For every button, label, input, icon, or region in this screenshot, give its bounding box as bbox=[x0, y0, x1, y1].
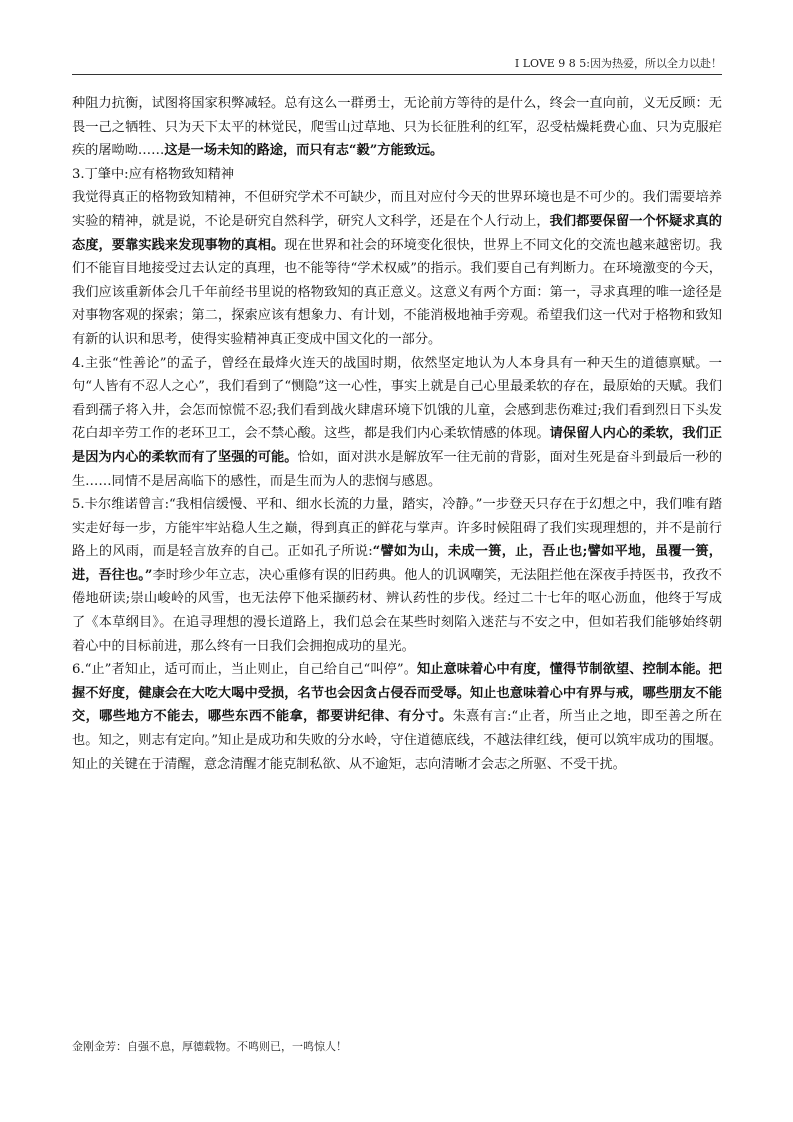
paragraph-5-text-1: 5.卡尔维诺曾言:“我相信缓慢、平和、细水长流的力量，踏实，冷静。”一步登天只存在于幻想之中，我们唯有踏实走好每一步，方能牢牢站稳人生之巅，得到真正的鲜花与掌声。许多时候阻碍了我们实现理想的，并不是前行路上的风雨，而是轻言放弃的自己。正如孔子所说: bbox=[72, 497, 722, 560]
paragraph-5 bbox=[72, 493, 722, 658]
paragraph-6-emphasis-1: 知止意味着心中有度，懂得节制欲望、控制本能。把握不好度，健康会在大吃大喝中受损，名节也会因贪占侵吞而受辱。知止也意味着心中有界与戒，哪些朋友不能交，哪些地方不能去，哪些东西不能拿，都要讲纪律、有分寸。 bbox=[72, 662, 722, 725]
paragraph-3-text-2: 现在世界和社会的环境变化很快，世界上不同文化的交流也越来越密切。我们不能盲目地接受过去认定的真理，也不能等待“学术权威”的指示。我们要自己有判断力。在环境激变的今天，我们应该重新体会几千年前经书里说的格物致知的真正意义。这意义有两个方面：第一，寻求真理的唯一途径是对事物客观的探索；第二，探索应该有想象力、有计划，不能消极地袖手旁观。希望我们这一代对于格物和致知有新的认识和思考，使得实验精神真正变成中国文化的一部分。 bbox=[72, 237, 723, 347]
paragraph-6-text-2: 朱熹有言:“止者，所当止之地，即至善之所在也。知之，则志有定向。”知止是成功和失败的分水岭，守住道德底线，不越法律红线，便可以筑牢成功的围堰。知止的关键在于清醒，意念清醒才能克制私欲、从不逾矩，志向清晰才会志之所驱、不受干扰。 bbox=[72, 709, 723, 772]
paragraph-4-text-2: 恰如，面对洪水是解放军一往无前的背影，面对生死是奋斗到最后一秒的生……同情不是居高临下的感性，而是生而为人的悲悯与感恩。 bbox=[72, 449, 723, 489]
header-divider bbox=[72, 74, 722, 75]
paragraph-3 bbox=[72, 186, 722, 351]
paragraph-5-text-2: 李时珍少年立志，决心重修有误的旧药典。他人的讥讽嘲笑，无法阻拦他在深夜手持医书，孜孜不倦地研读;崇山峻岭的风雪，也无法停下他采撷药材、辨认药性的步伐。经过二十七年的呕心沥血，他终于写成了《本草纲目》。在追寻理想的漫长道路上，我们总会在某些时刻陷入迷茫与不安之中，但如若我们能够始终朝着心中的目标前进，那么终有一日我们会拥抱成功的星光。 bbox=[72, 567, 722, 654]
paragraph-5-emphasis-1: “譬如为山，未成一篑，止，吾止也;譬如平地，虽覆一篑，进，吾往也。” bbox=[72, 544, 722, 583]
header-text: I LOVE 9 8 5:因为热爱，所以全力以赴！ bbox=[514, 57, 722, 70]
paragraph-3-emphasis-1: 我们都要保留一个怀疑求真的态度，要靠实践来发现事物的真相。 bbox=[72, 213, 722, 253]
footer-text: 金刚金芳：自强不息，厚德载物。不鸣则已，一鸣惊人！ bbox=[72, 1040, 347, 1053]
paragraph-2-text-1: 3.丁肇中:应有格物致知精神 bbox=[72, 166, 235, 182]
paragraph-4-emphasis-1: 请保留人内心的柔软，我们正是因为内心的柔软而有了坚强的可能。 bbox=[72, 426, 722, 465]
document-body bbox=[72, 92, 722, 776]
page-footer bbox=[72, 1040, 722, 1054]
paragraph-1 bbox=[72, 92, 722, 163]
paragraph-6-text-1: 6.“止”者知止，适可而止，当止则止，自己给自己“叫停”。 bbox=[72, 662, 417, 678]
paragraph-1-emphasis-1: 这是一场未知的路途，而只有志“毅”方能致远。 bbox=[164, 143, 444, 159]
paragraph-2-heading bbox=[72, 163, 722, 187]
paragraph-6 bbox=[72, 658, 722, 776]
paragraph-3-text-1: 我觉得真正的格物致知精神，不但研究学术不可缺少，而且对应付今天的世界环境也是不可少的。我们需要培养实验的精神，就是说，不论是研究自然科学，研究人文科学，还是在个人行动上， bbox=[72, 190, 722, 229]
paragraph-1-text-1: 种阻力抗衡，试图将国家积弊减轻。总有这么一群勇士，无论前方等待的是什么，终会一直向前，义无反顾：无畏一己之牺牲、只为天下太平的林觉民，爬雪山过草地、只为长征胜利的红军，忍受枯燥耗费心血、只为克服疟疾的屠呦呦…… bbox=[72, 96, 722, 159]
paragraph-4-text-1: 4.主张“性善论”的孟子，曾经在最烽火连天的战国时期，依然坚定地认为人本身具有一种天生的道德禀赋。一句“人皆有不忍人之心”，我们看到了“恻隐”这一心性，事实上就是自己心里最柔软的存在，最原始的天赋。我们看到孺子将入井，会怎而惊慌不忍;我们看到战火肆虐环境下饥饿的儿童，会感到悲伤难过;我们看到烈日下头发花白却辛劳工作的老环卫工，会不禁心酸。这些，都是我们内心柔软情感的体现。 bbox=[72, 355, 722, 442]
paragraph-4 bbox=[72, 352, 722, 494]
